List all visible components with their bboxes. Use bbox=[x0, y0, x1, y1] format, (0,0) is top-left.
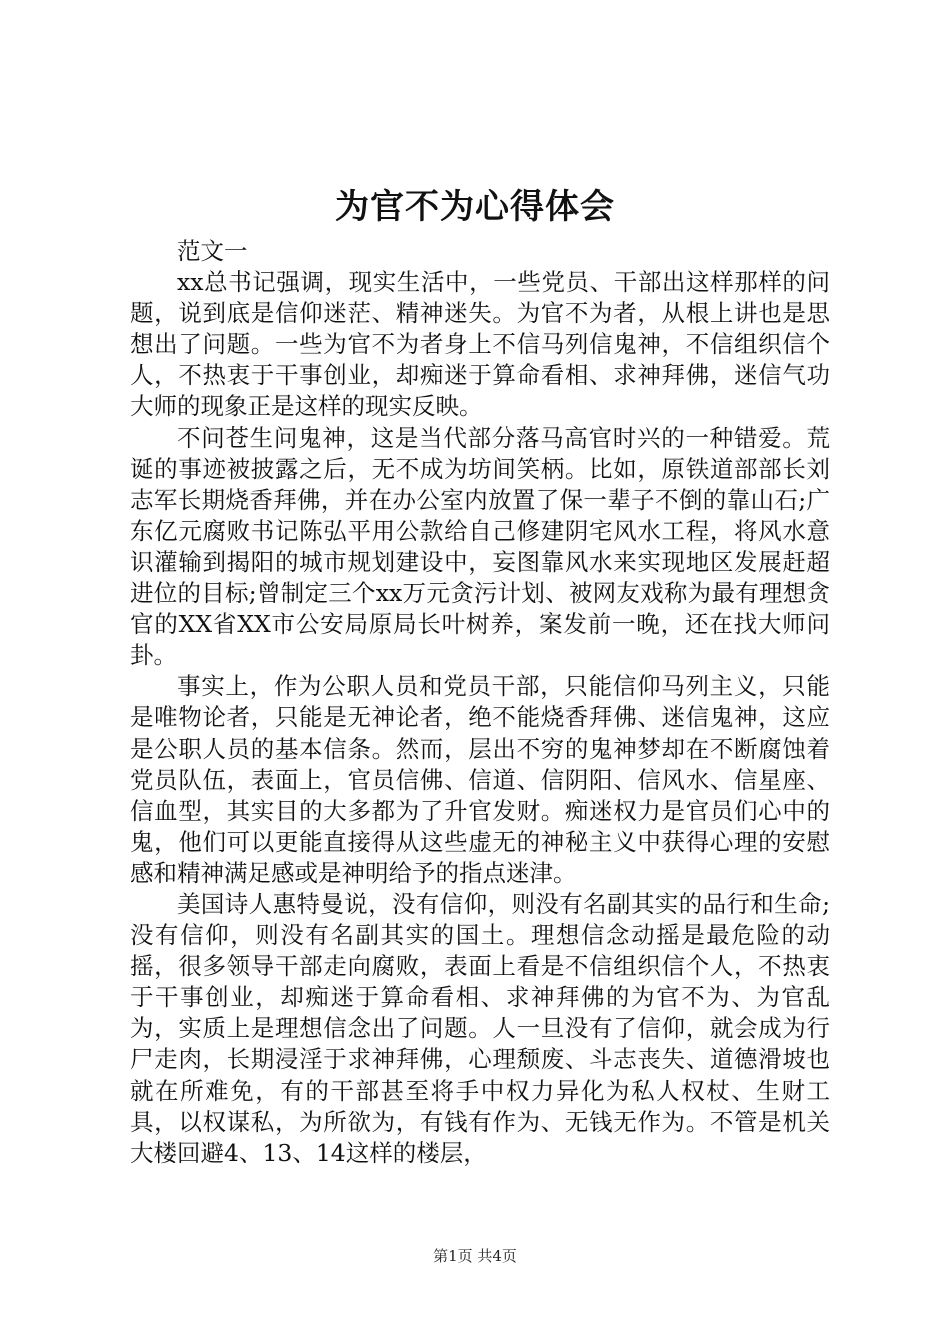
section-label: 范文一 bbox=[177, 237, 248, 265]
paragraph-3: 事实上，作为公职人员和党员干部，只能信仰马列主义，只能是唯物论者，只能是无神论者，绝不能烧香拜佛、迷信鬼神，这应是公职人员的基本信条。然而，层出不穷的鬼神梦却在不断腐蚀着党员队伍，表面上，官员信佛、信道、信阴阳、信风水、信星座、信血型，其实目的大多都为了升官发财。痴迷权力是官员们心中的鬼，他们可以更能直接得从这些虚无的神秘主义中获得心理的安慰感和精神满足感或是神明给予的指点迷津。 bbox=[130, 672, 830, 887]
page-indicator: 第1页 共4页 bbox=[433, 1247, 517, 1265]
paragraph-2: 不问苍生问鬼神，这是当代部分落马高官时兴的一种错爱。荒诞的事迹被披露之后，无不成为坊间笑柄。比如，原铁道部部长刘志军长期烧香拜佛，并在办公室内放置了保一辈子不倒的靠山石;广东亿元腐败书记陈弘平用公款给自己修建阴宅风水工程，将风水意识灌输到揭阳的城市规划建设中，妄图靠风水来实现地区发展赶超进位的目标;曾制定三个xx万元贪污计划、被网友戏称为最有理想贪官的XX省XX市公安局原局长叶树养，案发前一晚，还在找大师问卦。 bbox=[130, 423, 830, 670]
document-body bbox=[130, 236, 830, 1169]
paragraph-1: xx总书记强调，现实生活中，一些党员、干部出这样那样的问题，说到底是信仰迷茫、精神迷失。为官不为者，从根上讲也是思想出了问题。一些为官不为者身上不信马列信鬼神，不信组织信个人，不热衷于干事创业，却痴迷于算命看相、求神拜佛，迷信气功大师的现象正是这样的现实反映。 bbox=[130, 268, 830, 421]
paragraph-4: 美国诗人惠特曼说，没有信仰，则没有名副其实的品行和生命;没有信仰，则没有名副其实的国土。理想信念动摇是最危险的动摇，很多领导干部走向腐败，表面上看是不信组织信个人，不热衷于干事创业，却痴迷于算命看相、求神拜佛的为官不为、为官乱为，实质上是理想信念出了问题。人一旦没有了信仰，就会成为行尸走肉，长期浸淫于求神拜佛，心理颓废、斗志丧失、道德滑坡也就在所难免，有的干部甚至将手中权力异化为私人权杖、生财工具，以权谋私，为所欲为，有钱有作为、无钱无作为。不管是机关大楼回避4、13、14这样的楼层， bbox=[130, 889, 830, 1167]
document-title: 为官不为心得体会 bbox=[335, 187, 615, 227]
